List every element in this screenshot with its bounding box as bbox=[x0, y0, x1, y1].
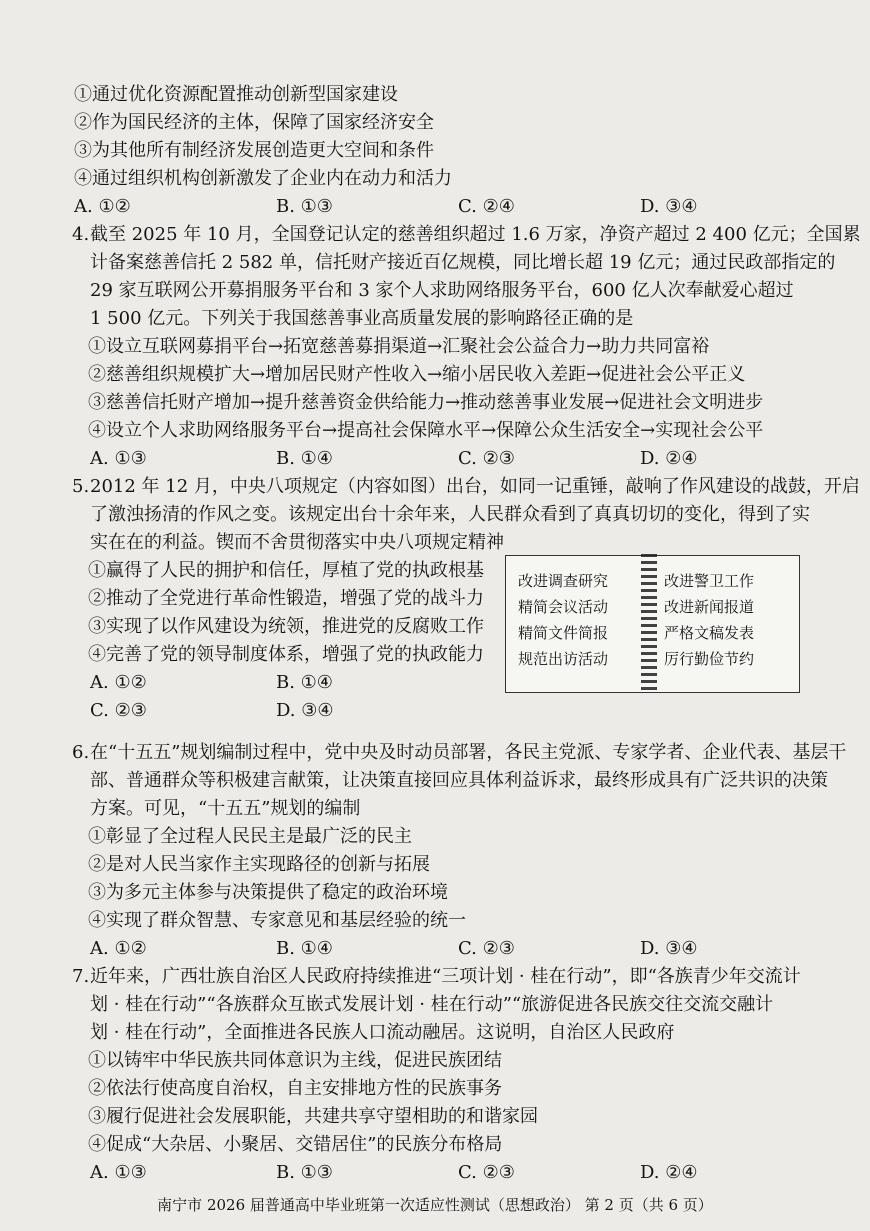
answer-b: B. ①④ bbox=[276, 938, 333, 959]
q7-number: 7. bbox=[72, 966, 90, 987]
answer-b: B. ①④ bbox=[276, 672, 333, 693]
answer-a: A. ①② bbox=[90, 938, 147, 959]
notebook-spiral-binding bbox=[641, 554, 657, 692]
answer-a: A. ①③ bbox=[90, 1162, 147, 1183]
answer-d: D. ②④ bbox=[640, 448, 698, 469]
answer-d: D. ③④ bbox=[640, 196, 698, 217]
notebook-item: 精简会议活动 bbox=[518, 598, 609, 616]
q5-number: 5. bbox=[72, 476, 90, 497]
answer-c: C. ②③ bbox=[458, 938, 515, 959]
answer-c: C. ②③ bbox=[90, 700, 147, 721]
answer-a: A. ①② bbox=[74, 196, 131, 217]
notebook-item: 严格文稿发表 bbox=[664, 624, 755, 642]
notebook-item: 改进警卫工作 bbox=[664, 572, 755, 590]
answer-b: B. ①③ bbox=[276, 196, 333, 217]
notebook-item: 精简文件简报 bbox=[518, 624, 609, 642]
notebook-item: 厉行勤俭节约 bbox=[664, 650, 755, 668]
notebook-item: 规范出访活动 bbox=[518, 650, 609, 668]
answer-d: D. ③④ bbox=[276, 700, 334, 721]
answer-c: C. ②③ bbox=[458, 1162, 515, 1183]
answer-d: D. ③④ bbox=[640, 938, 698, 959]
exam-page: ①通过优化资源配置推动创新型国家建设 ②作为国民经济的主体，保障了国家经济安全 ③为其他所有制经济发展创造更大空间和条件 ④通过组织机构创新激发了企业内在动力和活力 A. ①② B. ①③ C. ②④ D. ③④ 4. 截至 2025 年 10 月，全国登记认定的慈善组织超过 1.6 万家，净资产超过 2 400 亿元；全国累 计备案慈善信托 2 582 单，信托财产接近百亿规模，同比增长超 19 亿元；通过民政部指定的 29 家互联网公开募捐服务平台和 3 家个人求助网络服务平台，600 亿人次奉献爱心超过 1 500 亿元。下列关于我国慈善事业高质量发展的影响路径正确的是 ①设立互联网募捐平台→拓宽慈善募捐渠道→汇聚社会公益合力→助力共同富裕 ②慈善组织规模扩大→增加居民财产性收入→缩小居民收入差距→促进社会公平正义 ③慈善信托财产增加→提升慈善资金供给能力→推动慈善事业发展→促进社会文明进步 ④设立个人求助网络服务平台→提高社会保障水平→保障公众生活安全→实现社会公平 A. ①③ B. ①④ C. ②③ D. ②④ 5. 2012 年 12 月，中央八项规定（内容如图）出台，如同一记重锤，敲响了作风建设的战鼓，开启 了激浊扬清的作风之变。该规定出台十余年来，人民群众看到了真真切切的变化，得到了实 实在在的利益。锲而不舍贯彻落实中央八项规定精神 ①赢得了人民的拥护和信任，厚植了党的执政根基 ②推动了全党进行革命性锻造，增强了党的战斗力 ③实现了以作风建设为统领，推进党的反腐败工作 ④完善了党的领导制度体系，增强了党的执政能力 A. ①② B. ①④ C. ②③ D. ③④ 改进调查研究 精简会议活动 精简文件简报 规范出访活动 改进警卫工作 改进新闻报道 严格文稿发表 厉行勤俭节约 6. 在“十五五”规划编制过程中，党中央及时动员部署，各民主党派、专家学者、企业代表、基层干 部、普通群众等积极建言献策，让决策直接回应具体利益诉求，最终形成具有广泛共识的决策 方案。可见，“十五五”规划的编制 ①彰显了全过程人民民主是最广泛的民主 ②是对人民当家作主实现路径的创新与拓展 ③为多元主体参与决策提供了稳定的政治环境 ④实现了群众智慧、专家意见和基层经验的统一 A. ①② B. ①④ C. ②③ D. ③④ 7. 近年来，广西壮族自治区人民政府持续推进“三项计划 · 桂在行动”，即“各族青少年交流计 划 · 桂在行动”“各族群众互嵌式发展计划 · 桂在行动”“旅游促进各民族交往交流交融计 划 · 桂在行动”，全面推进各民族人口流动融居。这说明，自治区人民政府 ①以铸牢中华民族共同体意识为主线，促进民族团结 ②依法行使高度自治权，自主安排地方性的民族事务 ③履行促进社会发展职能，共建共享守望相助的和谐家园 ④促成“大杂居、小聚居、交错居住”的民族分布格局 A. ①③ B. ①③ C. ②③ D. ②④ 南宁市 2026 届普通高中毕业班第一次适应性测试（思想政治） 第 2 页（共 6 页） bbox=[0, 0, 870, 1231]
page-footer: 南宁市 2026 届普通高中毕业班第一次适应性测试（思想政治） 第 2 页（共 6 页） bbox=[157, 1196, 713, 1214]
notebook-right-page bbox=[664, 568, 754, 672]
q4-number: 4. bbox=[72, 224, 90, 245]
answer-a: A. ①③ bbox=[90, 448, 147, 469]
answer-d: D. ②④ bbox=[640, 1162, 698, 1183]
notebook-item: 改进新闻报道 bbox=[664, 598, 755, 616]
notebook-item: 改进调查研究 bbox=[518, 572, 609, 590]
answer-a: A. ①② bbox=[90, 672, 147, 693]
answer-c: C. ②④ bbox=[458, 196, 515, 217]
answer-c: C. ②③ bbox=[458, 448, 515, 469]
eight-rules-notebook-figure bbox=[505, 555, 800, 693]
notebook-left-page bbox=[518, 568, 608, 672]
answer-b: B. ①④ bbox=[276, 448, 333, 469]
answer-b: B. ①③ bbox=[276, 1162, 333, 1183]
q6-number: 6. bbox=[72, 742, 90, 763]
